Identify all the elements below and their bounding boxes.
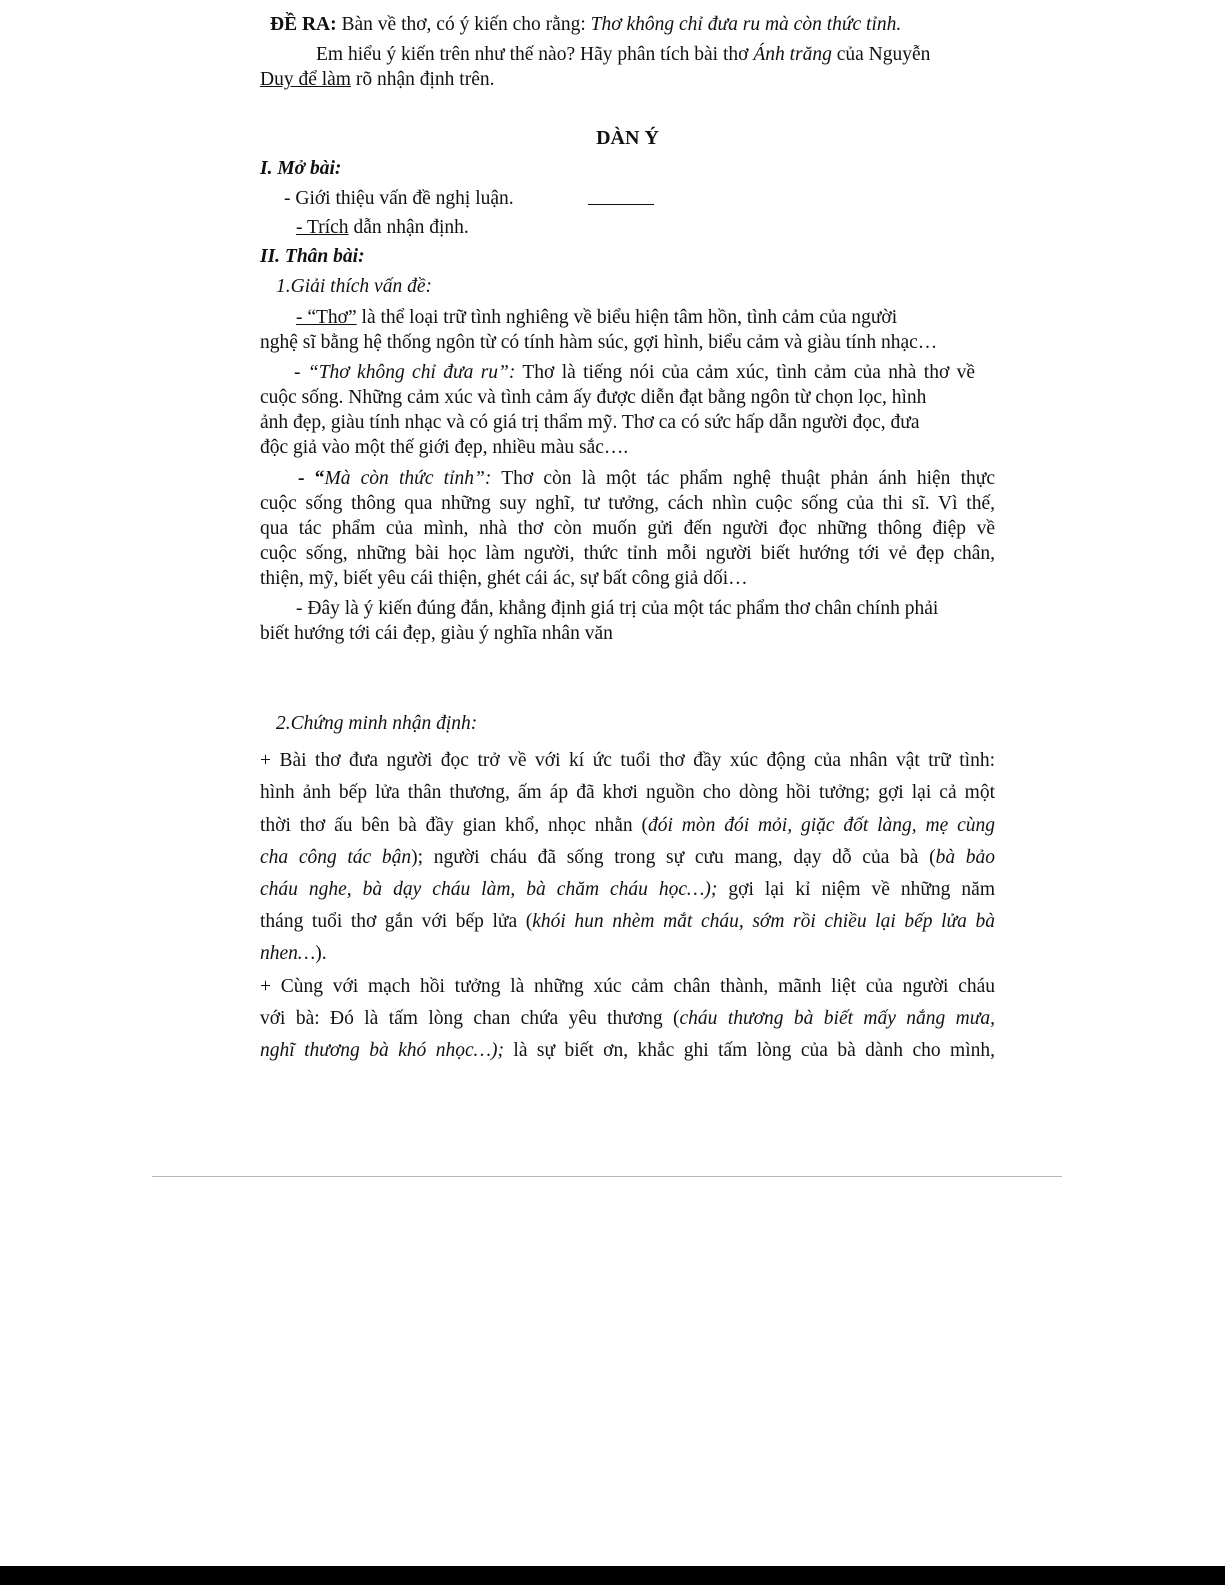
paragraph-4-line-1: - Đây là ý kiến đúng đắn, khẳng định giá trị của một tác phẩm thơ chân chính phải — [296, 598, 939, 619]
blank-line — [588, 204, 654, 205]
proof-1-line-6: tháng tuổi thơ gắn với bếp lửa (khói hun nhèm mắt cháu, sớm rồi chiều lại bếp lửa bà — [260, 911, 996, 932]
paragraph-2-line-4: độc giả vào một thế giới đẹp, nhiều màu sắc…. — [260, 437, 629, 458]
subheading-prove: 2.Chứng minh nhận định: — [276, 713, 478, 734]
page-divider — [152, 1176, 1062, 1177]
prompt-label: ĐỀ RA: — [270, 14, 337, 35]
paragraph-2-line-3: ảnh đẹp, giàu tính nhạc và có giá trị thẩm mỹ. Thơ ca có sức hấp dẫn người đọc, đưa — [260, 412, 920, 433]
proof-1-line-2: hình ảnh bếp lửa thân thương, ấm áp đã khơi nguồn cho dòng hồi tưởng; gợi lại cả một — [260, 782, 995, 803]
prompt-line-3: Duy để làm rõ nhận định trên. — [260, 69, 495, 90]
prompt-quote: Thơ không chỉ đưa ru mà còn thức tỉnh. — [590, 14, 902, 35]
prompt-line-2: Em hiểu ý kiến trên như thế nào? Hãy phân tích bài thơ Ánh trăng của Nguyễn — [316, 44, 931, 65]
proof-1-line-4: cha công tác bận); người cháu đã sống trong sự cưu mang, dạy dỗ của bà (bà bảo — [260, 847, 996, 868]
proof-1-line-3: thời thơ ấu bên bà đầy gian khổ, nhọc nhằn (đói mòn đói mỏi, giặc đốt làng, mẹ cùng — [260, 815, 996, 836]
prompt-text: Bàn về thơ, có ý kiến cho rằng: — [341, 14, 586, 35]
proof-1-line-1: + Bài thơ đưa người đọc trở về với kí ức tuổi thơ đầy xúc động của nhân vật trữ tình: — [260, 750, 995, 771]
paragraph-3-line-5: thiện, mỹ, biết yêu cái thiện, ghét cái ác, sự bất công giả dối… — [260, 568, 748, 589]
paragraph-1-line-2: nghệ sĩ bằng hệ thống ngôn từ có tính hàm súc, gợi hình, biểu cảm và giàu tính nhạc… — [260, 332, 938, 353]
proof-1-line-5: cháu nghe, bà dạy cháu làm, bà chăm cháu học…); gợi lại kỉ niệm về những năm — [260, 879, 995, 900]
section-heading-body: II. Thân bài: — [260, 246, 365, 267]
proof-2-line-3: nghĩ thương bà khó nhọc…); là sự biết ơn, khắc ghi tấm lòng của bà dành cho mình, — [260, 1040, 996, 1061]
subheading-explain: 1.Giải thích vấn đề: — [276, 276, 432, 297]
paragraph-3-line-2: cuộc sống thông qua những suy nghĩ, tư tưởng, cách nhìn cuộc sống của thi sĩ. Vì thế, — [260, 493, 995, 514]
poem-title: Ánh trăng — [753, 44, 832, 65]
paragraph-3-line-3: qua tác phẩm của mình, nhà thơ còn muốn gửi đến người đọc những thông điệp về — [260, 518, 995, 539]
paragraph-3-line-1: - “Mà còn thức tỉnh”: Thơ còn là một tác phẩm nghệ thuật phản ánh hiện thực — [298, 468, 995, 489]
paragraph-1-line-1: - “Thơ” là thể loại trữ tình nghiêng về biểu hiện tâm hồn, tình cảm của người — [296, 307, 898, 328]
section-heading-intro: I. Mở bài: — [260, 158, 342, 179]
outline-title: DÀN Ý — [596, 127, 659, 149]
prompt-line-1 — [270, 12, 1005, 37]
paragraph-3-line-4: cuộc sống, những bài học làm người, thức tỉnh mỗi người biết hướng tới vẻ đẹp chân, — [260, 543, 995, 564]
bottom-bar — [0, 1566, 1225, 1585]
paragraph-2-line-2: cuộc sống. Những cảm xúc và tình cảm ấy được diễn đạt bằng ngôn từ chọn lọc, hình — [260, 387, 927, 408]
intro-item-1: - Giới thiệu vấn đề nghị luận. — [284, 188, 514, 209]
paragraph-2-line-1: - “Thơ không chỉ đưa ru”: Thơ là tiếng nói của cảm xúc, tình cảm của nhà thơ về — [294, 362, 976, 383]
proof-1-line-7: nhen…). — [260, 943, 327, 964]
intro-item-2: - Trích dẫn nhận định. — [296, 217, 469, 238]
proof-2-line-2: với bà: Đó là tấm lòng chan chứa yêu thương (cháu thương bà biết mấy nắng mưa, — [260, 1008, 995, 1029]
proof-2-line-1: + Cùng với mạch hồi tưởng là những xúc cảm chân thành, mãnh liệt của người cháu — [260, 976, 995, 997]
paragraph-4-line-2: biết hướng tới cái đẹp, giàu ý nghĩa nhân văn — [260, 623, 613, 644]
